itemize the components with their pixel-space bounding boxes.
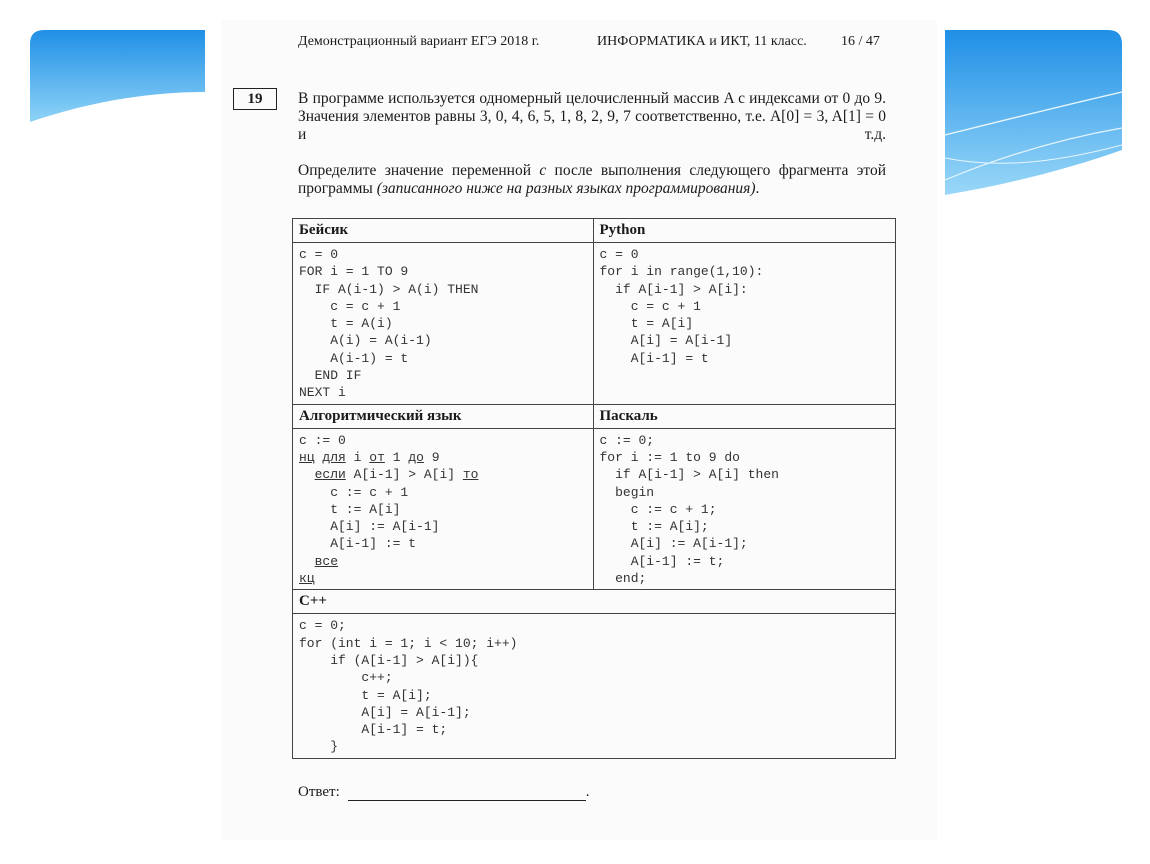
algo-line: c := 0 [299, 432, 346, 448]
code-python: c = 0 for i in range(1,10): if A[i-1] > A[i]: c = c + 1 t = A[i] A[i] = A[i-1] A[i-1] = t [599, 247, 764, 366]
algo-condition: A[i-1] > A[i] [353, 467, 456, 483]
code-table [292, 218, 896, 759]
code-algo [299, 429, 587, 590]
statement-text: Определите значение переменной [298, 162, 540, 179]
algo-keyword: до [408, 449, 424, 465]
task-number-box: 19 [233, 88, 277, 110]
algo-keyword: кц [299, 571, 315, 587]
lang-header-pascal: Паскаль [593, 404, 896, 428]
lang-header-cpp: C++ [293, 590, 896, 614]
answer-label: Ответ: [298, 784, 340, 800]
task-statement [298, 90, 886, 198]
algo-keyword: для [322, 449, 346, 465]
algo-keyword: нц [299, 449, 315, 465]
lang-header-algo: Алгоритмический язык [293, 404, 594, 428]
decorative-wave-left [30, 30, 205, 125]
answer-row [298, 784, 590, 801]
algo-value: 1 [392, 449, 401, 465]
statement-text: после выполнения следующего фрагмента этой программы [298, 162, 886, 197]
header-title: Демонстрационный вариант ЕГЭ 2018 г. [298, 34, 540, 49]
algo-keyword: если [314, 467, 346, 483]
header-subject: ИНФОРМАТИКА и ИКТ, 11 класс. [597, 34, 807, 49]
header-page-number: 16 / 47 [841, 34, 880, 49]
answer-end: . [585, 784, 590, 800]
lang-header-basic: Бейсик [293, 219, 594, 243]
statement-italic-note: (записанного ниже на разных языках программирования) [376, 180, 756, 197]
statement-paragraph-2 [298, 162, 886, 198]
statement-period: . [755, 180, 760, 197]
statement-paragraph-1: В программе используется одномерный целочисленный массив A с индексами от 0 до 9. Значения элементов равны 3, 0, 4, 6, 5, 1, 8, 2, 9, 7 соответственно, т.е. A[0] = 3, A[1] = 0 и т.д. [298, 90, 886, 143]
code-pascal: c := 0; for i := 1 to 9 do if A[i-1] > A[i] then begin c := c + 1; t := A[i]; A[i] := A[i-1]; A[i-1] := t; end; [599, 432, 779, 587]
algo-keyword: от [369, 449, 385, 465]
statement-variable: c [539, 162, 547, 179]
code-basic: c = 0 FOR i = 1 TO 9 IF A(i-1) > A(i) THEN c = c + 1 t = A(i) A(i) = A(i-1) A(i-1) = t END IF NEXT i [299, 247, 479, 401]
algo-keyword: то [462, 467, 479, 483]
lang-header-python: Python [593, 219, 896, 243]
algo-keyword: все [314, 553, 339, 569]
code-cpp: c = 0; for (int i = 1; i < 10; i++) if (A[i-1] > A[i]){ c++; t = A[i]; A[i] = A[i-1]; A[i-1] = t; } [299, 618, 518, 755]
decorative-wave-right [945, 30, 1122, 195]
answer-field[interactable] [348, 786, 586, 801]
algo-var: i [353, 449, 362, 465]
algo-value: 9 [431, 449, 440, 465]
algo-body: c := c + 1 t := A[i] A[i] := A[i-1] A[i-1] := t [330, 484, 440, 552]
